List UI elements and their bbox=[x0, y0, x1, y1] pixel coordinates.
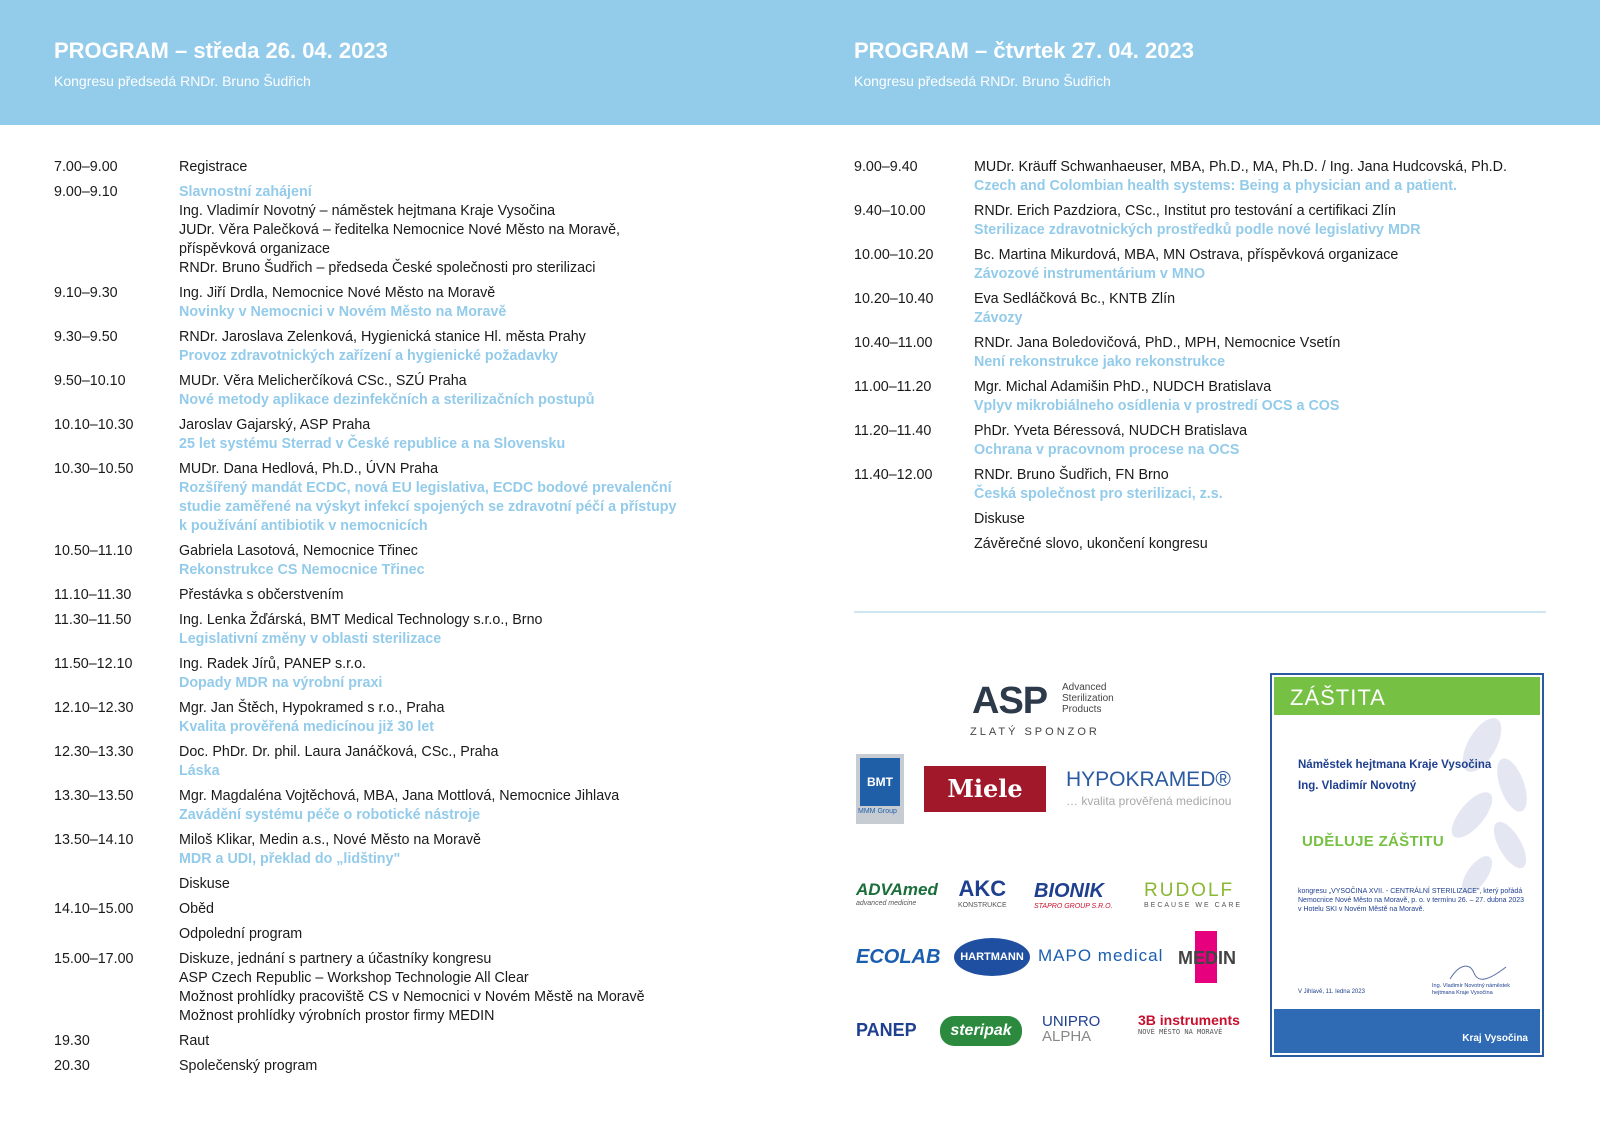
ecolab-logo: ECOLAB bbox=[856, 946, 941, 968]
program-item bbox=[854, 290, 1554, 328]
program-item bbox=[54, 284, 744, 322]
program-line: Diskuze, jednání s partnery a účastníky kongresu bbox=[179, 951, 492, 967]
program-item bbox=[54, 787, 744, 825]
certificate-text: kongresu „VYSOČINA XVII. - CENTRÁLNÍ STERILIZACE", který pořádá Nemocnice Nové Město na Moravě, p. o. v termínu 26. – 27. dubna 2023 v Hotelu SKI v Novém Městě na Moravě. bbox=[1298, 888, 1525, 913]
certificate-line2: Ing. Vladimír Novotný bbox=[1298, 780, 1417, 792]
program-body bbox=[974, 290, 1554, 328]
program-item bbox=[54, 158, 744, 177]
program-time: 10.50–11.10 bbox=[54, 543, 133, 559]
program-body bbox=[179, 416, 744, 454]
program-item bbox=[54, 900, 744, 919]
program-time: 9.30–9.50 bbox=[54, 329, 118, 345]
program-topic: Zavádění systému péče o robotické nástroje bbox=[179, 807, 481, 823]
program-line: PhDr. Yveta Béressová, NUDCH Bratislava bbox=[974, 423, 1248, 439]
program-body bbox=[179, 460, 744, 536]
program-line: Ing. Jiří Drdla, Nemocnice Nové Město na Moravě bbox=[179, 285, 496, 301]
program-item bbox=[54, 1057, 744, 1076]
patronage-certificate bbox=[1270, 673, 1544, 1057]
program-topic: Dopady MDR na výrobní praxi bbox=[179, 675, 383, 691]
program-line: Doc. PhDr. Dr. phil. Laura Janáčková, CSc., Praha bbox=[179, 744, 499, 760]
program-topic: Česká společnost pro sterilizaci, z.s. bbox=[974, 486, 1223, 502]
left-program-subtitle: Kongresu předsedá RNDr. Bruno Šudřich bbox=[54, 73, 311, 89]
hypokramed-logo bbox=[1066, 768, 1231, 808]
program-item bbox=[54, 1032, 744, 1051]
program-body bbox=[179, 183, 744, 278]
program-body bbox=[179, 699, 744, 737]
program-body bbox=[974, 535, 1554, 554]
program-time: 9.40–10.00 bbox=[854, 203, 926, 219]
steripak-logo: steripak bbox=[940, 1016, 1022, 1046]
program-line: Miloš Klikar, Medin a.s., Nové Město na Moravě bbox=[179, 832, 481, 848]
program-line: Ing. Lenka Žďárská, BMT Medical Technology s.r.o., Brno bbox=[179, 612, 543, 628]
program-item bbox=[54, 328, 744, 366]
signature-icon bbox=[1448, 961, 1508, 983]
program-item bbox=[54, 611, 744, 649]
program-topic: Vplyv mikrobiálneho osídlenia v prostredí OCS a COS bbox=[974, 398, 1340, 414]
program-topic: Rozšířený mandát ECDC, nová EU legislativa, ECDC bodové prevalenční bbox=[179, 480, 672, 496]
program-body bbox=[974, 466, 1554, 504]
3b-instruments-logo bbox=[1138, 1012, 1240, 1036]
program-time: 13.50–14.10 bbox=[54, 832, 134, 848]
program-time: 15.00–17.00 bbox=[54, 951, 134, 967]
program-body bbox=[974, 422, 1554, 460]
program-body bbox=[974, 202, 1554, 240]
program-topic: Závozové instrumentárium v MNO bbox=[974, 266, 1206, 282]
program-time bbox=[854, 510, 974, 529]
program-topic: Není rekonstrukce jako rekonstrukce bbox=[974, 354, 1226, 370]
bmt-subtitle: MMM Group bbox=[858, 808, 897, 815]
program-topic: studie zaměřené na výskyt infekcí spojených se zdravotní péčí a přístupy bbox=[179, 499, 677, 515]
program-topic: Rekonstrukce CS Nemocnice Třinec bbox=[179, 562, 425, 578]
program-item bbox=[54, 416, 744, 454]
kraj-vysocina-logo: Kraj Vysočina bbox=[1462, 1033, 1528, 1044]
program-time: 10.20–10.40 bbox=[854, 291, 934, 307]
certificate-line1: Náměstek hejtmana Kraje Vysočina bbox=[1298, 759, 1492, 771]
rudolf-logo bbox=[1144, 880, 1242, 909]
program-topic: Legislativní změny v oblasti sterilizace bbox=[179, 631, 442, 647]
program-topic: Novinky v Nemocnici v Novém Město na Moravě bbox=[179, 304, 507, 320]
program-item bbox=[54, 655, 744, 693]
program-item bbox=[54, 699, 744, 737]
panep-logo: PANEP bbox=[856, 1020, 917, 1040]
medin-logo: MEDIN bbox=[1178, 948, 1236, 968]
program-topic: MDR a UDI, překlad do „lidštiny" bbox=[179, 851, 401, 867]
program-time: 20.30 bbox=[54, 1058, 90, 1074]
section-divider bbox=[854, 611, 1546, 613]
program-line: Odpolední program bbox=[179, 926, 303, 942]
hypokramed-subtitle: … kvalita prověřená medicínou bbox=[1066, 794, 1232, 808]
advamed-mark: ADVAmed bbox=[856, 880, 938, 899]
program-time: 11.10–11.30 bbox=[54, 587, 132, 603]
akc-subtitle: KONSTRUKCE bbox=[958, 902, 1007, 909]
program-body bbox=[974, 158, 1554, 196]
program-line: JUDr. Věra Palečková – ředitelka Nemocnice Nové Město na Moravě, bbox=[179, 222, 621, 238]
program-item bbox=[854, 202, 1554, 240]
program-time: 19.30 bbox=[54, 1033, 90, 1049]
hartmann-logo: HARTMANN bbox=[954, 938, 1030, 976]
certificate-footer bbox=[1274, 1009, 1540, 1053]
program-body bbox=[179, 900, 744, 919]
program-line: MUDr. Dana Hedlová, Ph.D., ÚVN Praha bbox=[179, 461, 439, 477]
program-item bbox=[854, 422, 1554, 460]
right-program-subtitle: Kongresu předsedá RNDr. Bruno Šudřich bbox=[854, 73, 1111, 89]
program-item bbox=[854, 510, 1554, 529]
program-line: Ing. Vladimír Novotný – náměstek hejtmana Kraje Vysočina bbox=[179, 203, 556, 219]
akc-mark: AKC bbox=[958, 876, 1007, 901]
program-body bbox=[179, 831, 744, 869]
program-item bbox=[854, 378, 1554, 416]
program-body bbox=[974, 334, 1554, 372]
hypokramed-mark: HYPOKRAMED® bbox=[1066, 768, 1231, 791]
program-time: 10.10–10.30 bbox=[54, 417, 134, 433]
bmt-mark: BMT bbox=[860, 758, 900, 806]
program-item bbox=[54, 875, 744, 894]
program-line: Diskuse bbox=[974, 511, 1025, 527]
program-line: Ing. Radek Jírů, PANEP s.r.o. bbox=[179, 656, 367, 672]
program-line: Možnost prohlídky výrobních prostor firmy MEDIN bbox=[179, 1008, 495, 1024]
thursday-program-list bbox=[854, 158, 1554, 560]
program-time: 10.40–11.00 bbox=[854, 335, 933, 351]
program-body bbox=[179, 925, 744, 944]
program-item bbox=[54, 586, 744, 605]
3b-mark: 3B instruments bbox=[1138, 1012, 1240, 1028]
program-topic: 25 let systému Sterrad v České republice a na Slovensku bbox=[179, 436, 566, 452]
program-line: Mgr. Michal Adamišin PhD., NUDCH Bratislava bbox=[974, 379, 1272, 395]
program-time: 7.00–9.00 bbox=[54, 159, 118, 175]
certificate-header: ZÁŠTITA bbox=[1274, 677, 1540, 715]
asp-subtitle: Advanced Sterilization Products bbox=[1062, 682, 1114, 715]
gold-sponsor-label: ZLATÝ SPONZOR bbox=[970, 726, 1100, 738]
program-header bbox=[0, 0, 1600, 125]
program-topic: Czech and Colombian health systems: Being a physician and a patient. bbox=[974, 178, 1458, 194]
program-body bbox=[179, 611, 744, 649]
program-body bbox=[179, 372, 744, 410]
program-body bbox=[179, 1057, 744, 1076]
program-item bbox=[54, 950, 744, 1026]
3b-subtitle: NOVÉ MĚSTO NA MORAVĚ bbox=[1138, 1028, 1223, 1036]
program-time: 10.30–10.50 bbox=[54, 461, 134, 477]
program-item bbox=[54, 372, 744, 410]
program-time: 11.20–11.40 bbox=[854, 423, 932, 439]
asp-logo bbox=[970, 680, 1114, 738]
program-line: RNDr. Bruno Šudřich, FN Brno bbox=[974, 467, 1169, 483]
certificate-grant: UDĚLUJE ZÁŠTITU bbox=[1302, 833, 1445, 850]
program-item bbox=[54, 831, 744, 869]
program-time: 11.50–12.10 bbox=[54, 656, 133, 672]
bionik-logo bbox=[1034, 880, 1113, 910]
program-line: Bc. Martina Mikurdová, MBA, MN Ostrava, příspěvková organizace bbox=[974, 247, 1399, 263]
program-topic: k používání antibiotik v nemocnicích bbox=[179, 518, 428, 534]
program-item bbox=[54, 542, 744, 580]
unipro-mark: UNIPRO bbox=[1042, 1013, 1101, 1030]
right-program-title: PROGRAM – čtvrtek 27. 04. 2023 bbox=[854, 38, 1194, 63]
program-body bbox=[179, 542, 744, 580]
program-body bbox=[974, 510, 1554, 529]
program-topic: Kvalita prověřená medicínou již 30 let bbox=[179, 719, 435, 735]
program-topic: Závozy bbox=[974, 310, 1023, 326]
program-line: Mgr. Magdaléna Vojtěchová, MBA, Jana Mottlová, Nemocnice Jihlava bbox=[179, 788, 620, 804]
program-time: 11.00–11.20 bbox=[854, 379, 932, 395]
program-time: 9.00–9.40 bbox=[854, 159, 918, 175]
rudolf-mark: RUDOLF bbox=[1144, 880, 1235, 901]
program-line: RNDr. Jana Boledovičová, PhD., MPH, Nemocnice Vsetín bbox=[974, 335, 1341, 351]
unipro-subtitle: ALPHA bbox=[1042, 1028, 1092, 1045]
program-time: 9.00–9.10 bbox=[54, 184, 118, 200]
program-time bbox=[54, 925, 179, 944]
program-line: RNDr. Jaroslava Zelenková, Hygienická stanice Hl. města Prahy bbox=[179, 329, 586, 345]
certificate-signatory: Ing. Vladimír Novotný náměstek hejtmana Kraje Vysočina bbox=[1432, 983, 1510, 996]
program-body bbox=[179, 787, 744, 825]
program-topic: Slavnostní zahájení bbox=[179, 184, 312, 200]
bmt-logo bbox=[856, 754, 904, 824]
program-body bbox=[179, 875, 744, 894]
program-line: Přestávka s občerstvením bbox=[179, 587, 344, 603]
program-line: Společenský program bbox=[179, 1058, 318, 1074]
program-line: MUDr. Věra Melicherčíková CSc., SZÚ Praha bbox=[179, 373, 467, 389]
program-body bbox=[179, 586, 744, 605]
program-body bbox=[179, 158, 744, 177]
bionik-mark: BIONIK bbox=[1034, 880, 1104, 902]
program-item bbox=[54, 460, 744, 536]
program-line: Jaroslav Gajarský, ASP Praha bbox=[179, 417, 371, 433]
program-body bbox=[974, 378, 1554, 416]
program-item bbox=[854, 535, 1554, 554]
program-line: RNDr. Bruno Šudřich – předseda České společnosti pro sterilizaci bbox=[179, 260, 596, 276]
bionik-subtitle: STAPRO GROUP S.R.O. bbox=[1034, 903, 1113, 910]
program-time: 13.30–13.50 bbox=[54, 788, 134, 804]
program-topic: Ochrana v pracovnom procese na OCS bbox=[974, 442, 1240, 458]
rudolf-subtitle: BECAUSE WE CARE bbox=[1144, 902, 1243, 909]
program-topic: Nové metody aplikace dezinfekčních a sterilizačních postupů bbox=[179, 392, 595, 408]
program-item bbox=[854, 466, 1554, 504]
program-body bbox=[974, 246, 1554, 284]
program-time: 10.00–10.20 bbox=[854, 247, 934, 263]
akc-logo bbox=[958, 876, 1007, 909]
program-body bbox=[179, 655, 744, 693]
program-item bbox=[54, 183, 744, 278]
advamed-subtitle: advanced medicine bbox=[856, 900, 917, 907]
program-time: 11.40–12.00 bbox=[854, 467, 933, 483]
program-item bbox=[54, 743, 744, 781]
program-line: Eva Sedláčková Bc., KNTB Zlín bbox=[974, 291, 1176, 307]
program-time: 12.30–13.30 bbox=[54, 744, 134, 760]
wednesday-program-list bbox=[54, 158, 744, 1082]
program-line: Závěrečné slovo, ukončení kongresu bbox=[974, 536, 1208, 552]
program-topic: Láska bbox=[179, 763, 220, 779]
program-body bbox=[179, 284, 744, 322]
left-program-title: PROGRAM – středa 26. 04. 2023 bbox=[54, 38, 388, 63]
mapo-medical-logo: MAPO medical bbox=[1038, 946, 1164, 965]
unipro-alpha-logo bbox=[1042, 1014, 1100, 1044]
program-time: 11.30–11.50 bbox=[54, 612, 132, 628]
program-topic: Sterilizace zdravotnických prostředků podle nové legislativy MDR bbox=[974, 222, 1421, 238]
program-item bbox=[54, 925, 744, 944]
program-time: 12.10–12.30 bbox=[54, 700, 134, 716]
certificate-date: V Jihlavě, 11. ledna 2023 bbox=[1298, 989, 1365, 995]
program-item bbox=[854, 246, 1554, 284]
asp-mark: ASP bbox=[972, 680, 1048, 722]
program-line: RNDr. Erich Pazdziora, CSc., Institut pro testování a certifikaci Zlín bbox=[974, 203, 1396, 219]
program-time: 14.10–15.00 bbox=[54, 901, 134, 917]
program-topic: Provoz zdravotnických zařízení a hygienické požadavky bbox=[179, 348, 559, 364]
program-line: MUDr. Kräuff Schwanhaeuser, MBA, Ph.D., MA, Ph.D. / Ing. Jana Hudcovská, Ph.D. bbox=[974, 159, 1507, 175]
program-line: ASP Czech Republic – Workshop Technologie All Clear bbox=[179, 970, 529, 986]
program-item bbox=[854, 334, 1554, 372]
program-body bbox=[179, 950, 744, 1026]
program-line: Raut bbox=[179, 1033, 210, 1049]
program-line: Diskuse bbox=[179, 876, 230, 892]
program-line: Registrace bbox=[179, 159, 248, 175]
program-line: Mgr. Jan Štěch, Hypokramed s r.o., Praha bbox=[179, 700, 445, 716]
program-line: Gabriela Lasotová, Nemocnice Třinec bbox=[179, 543, 418, 559]
program-line: příspěvková organizace bbox=[179, 241, 330, 257]
leaf-watermark-icon bbox=[1422, 705, 1542, 905]
program-body bbox=[179, 1032, 744, 1051]
program-line: Možnost prohlídky pracoviště CS v Nemocnici v Novém Městě na Moravě bbox=[179, 989, 645, 1005]
program-time bbox=[854, 535, 974, 554]
advamed-logo bbox=[856, 880, 938, 907]
miele-logo: Miele bbox=[924, 766, 1046, 812]
program-body bbox=[179, 743, 744, 781]
program-line: Oběd bbox=[179, 901, 214, 917]
program-time bbox=[54, 875, 179, 894]
program-time: 9.10–9.30 bbox=[54, 285, 118, 301]
program-body bbox=[179, 328, 744, 366]
program-time: 9.50–10.10 bbox=[54, 373, 126, 389]
program-item bbox=[854, 158, 1554, 196]
